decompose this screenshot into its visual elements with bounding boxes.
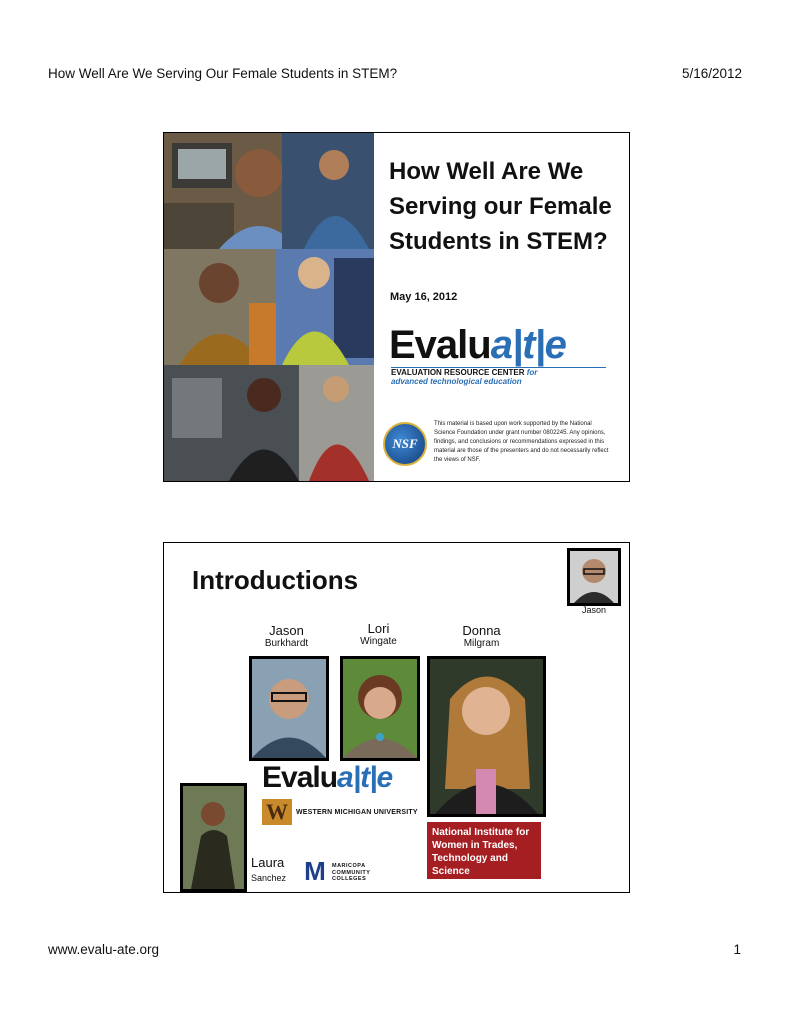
title-line-1: How Well Are We xyxy=(389,158,584,185)
maricopa-logo-icon: M xyxy=(304,856,326,886)
evaluate-logo-small: Evalua|t|e xyxy=(262,761,393,794)
slide2-title: Introductions xyxy=(192,565,359,595)
collage-photos xyxy=(164,133,374,481)
corner-photo-image xyxy=(567,548,621,606)
maricopa-name: MARICOPA COMMUNITY COLLEGES xyxy=(332,863,371,882)
logo-subtitle-2: advanced technological education xyxy=(391,377,522,386)
person-lori: Lori Wingate xyxy=(360,621,397,647)
title-line-3: Students in STEM? xyxy=(389,228,608,255)
person-donna: Donna Milgram xyxy=(462,623,501,649)
lori-portrait-image xyxy=(340,656,420,761)
niwt-logo: National Institute for Women in Trades, Technology and Science xyxy=(427,822,541,879)
collage-image xyxy=(164,133,374,481)
page-header-date: 5/16/2012 xyxy=(681,66,742,81)
wmu-logo-icon: W xyxy=(262,799,292,825)
slide1-date: May 16, 2012 xyxy=(390,291,458,303)
laura-last-name: Sanchez xyxy=(251,873,287,883)
donna-portrait-image xyxy=(427,656,546,817)
nsf-logo-icon: NSF xyxy=(383,422,427,466)
page-header-title: How Well Are We Serving Our Female Students in STEM? xyxy=(48,66,398,81)
corner-photo-caption: Jason xyxy=(581,605,607,615)
evaluate-logo xyxy=(389,323,566,367)
laura-first-name: Laura xyxy=(251,855,285,870)
laura-portrait-image xyxy=(180,783,247,892)
page-number: 1 xyxy=(733,942,741,957)
slide1-title xyxy=(389,154,624,259)
page-footer-url[interactable]: www.evalu-ate.org xyxy=(48,942,160,957)
nsf-disclaimer: This material is based upon work supported by the National Science Foundation under grant number 0802245. Any opinions, findings, and conclusions or recommendations expressed in this material are those of the presenters and do not necessarily reflect the views of NSF. xyxy=(434,421,609,463)
wmu-name: WESTERN MICHIGAN UNIVERSITY xyxy=(296,809,418,816)
slide-introductions xyxy=(163,542,630,893)
slide-title xyxy=(163,132,630,482)
title-line-2: Serving our Female xyxy=(389,193,612,220)
logo-word: Evalu xyxy=(389,323,491,367)
logo-ate: a|t|e xyxy=(490,323,566,367)
person-jason: Jason Burkhardt xyxy=(264,623,309,649)
jason-portrait-image xyxy=(249,656,329,761)
logo-subtitle-1: EVALUATION RESOURCE CENTER for xyxy=(391,368,538,377)
